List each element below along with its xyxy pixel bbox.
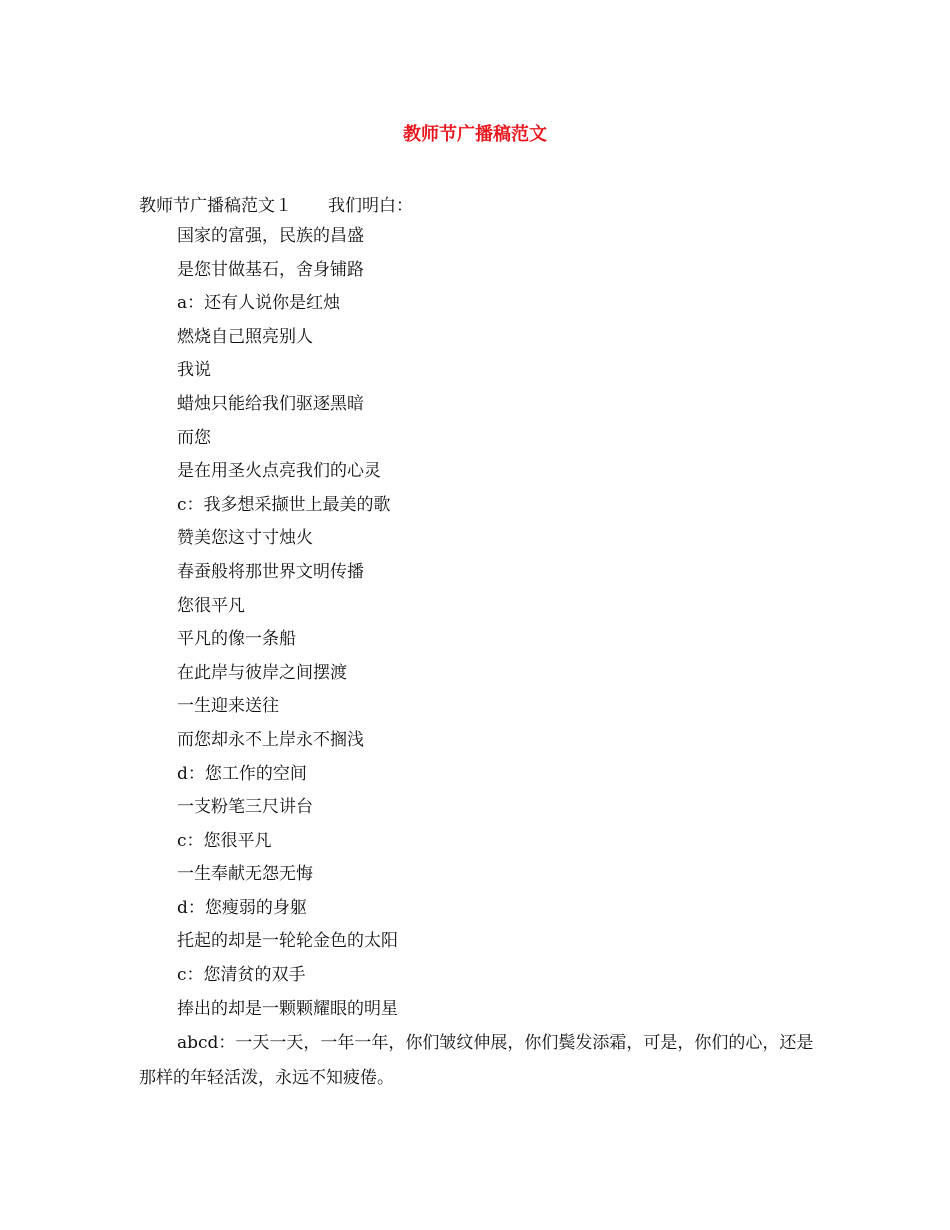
document-title: 教师节广播稿范文 [403, 124, 547, 145]
poem-line: 一生奉献无怨无悔 [177, 864, 313, 885]
poem-line: 春蚕般将那世界文明传播 [177, 561, 364, 582]
poem-line: 一生迎来送往 [177, 696, 279, 717]
poem-line: 一支粉笔三尺讲台 [177, 797, 313, 818]
poem-line: 而您却永不上岸永不搁浅 [177, 729, 364, 750]
poem-line: 是您甘做基石，舍身铺路 [177, 259, 364, 280]
poem-line: d：您瘦弱的身躯 [177, 897, 307, 918]
section-heading-continuation: 我们明白： [328, 196, 413, 216]
poem-line: 燃烧自己照亮别人 [177, 326, 313, 347]
document-body [139, 192, 829, 1096]
poem-line: 国家的富强，民族的昌盛 [177, 226, 364, 246]
poem-line: 蜡烛只能给我们驱逐黑暗 [177, 393, 364, 414]
poem-line: 而您 [177, 427, 211, 448]
poem-line: d：您工作的空间 [177, 763, 307, 784]
poem-line: 您很平凡 [177, 595, 245, 616]
poem-line: c：我多想采撷世上最美的歌 [177, 494, 391, 515]
poem-line: c：您很平凡 [177, 830, 272, 851]
poem-line: c：您清贫的双手 [177, 965, 306, 986]
closing-paragraph: abcd：一天一天，一年一年，你们皱纹伸展，你们鬓发添霜，可是，你们的心，还是那样的年轻活泼，永远不知疲倦。 [139, 1033, 814, 1089]
poem-line: 在此岸与彼岸之间摆渡 [177, 662, 347, 683]
poem-line: a：还有人说你是红烛 [177, 293, 341, 314]
poem-line: 是在用圣火点亮我们的心灵 [177, 461, 381, 482]
poem-line: 赞美您这寸寸烛火 [177, 528, 313, 549]
poem-line: 托起的却是一轮轮金色的太阳 [177, 931, 398, 952]
poem-line: 平凡的像一条船 [177, 629, 296, 650]
poem-line: 我说 [177, 360, 211, 381]
section-heading: 教师节广播稿范文１ [139, 196, 292, 216]
poem-line: 捧出的却是一颗颗耀眼的明星 [177, 998, 398, 1019]
section-heading-line [139, 192, 829, 220]
